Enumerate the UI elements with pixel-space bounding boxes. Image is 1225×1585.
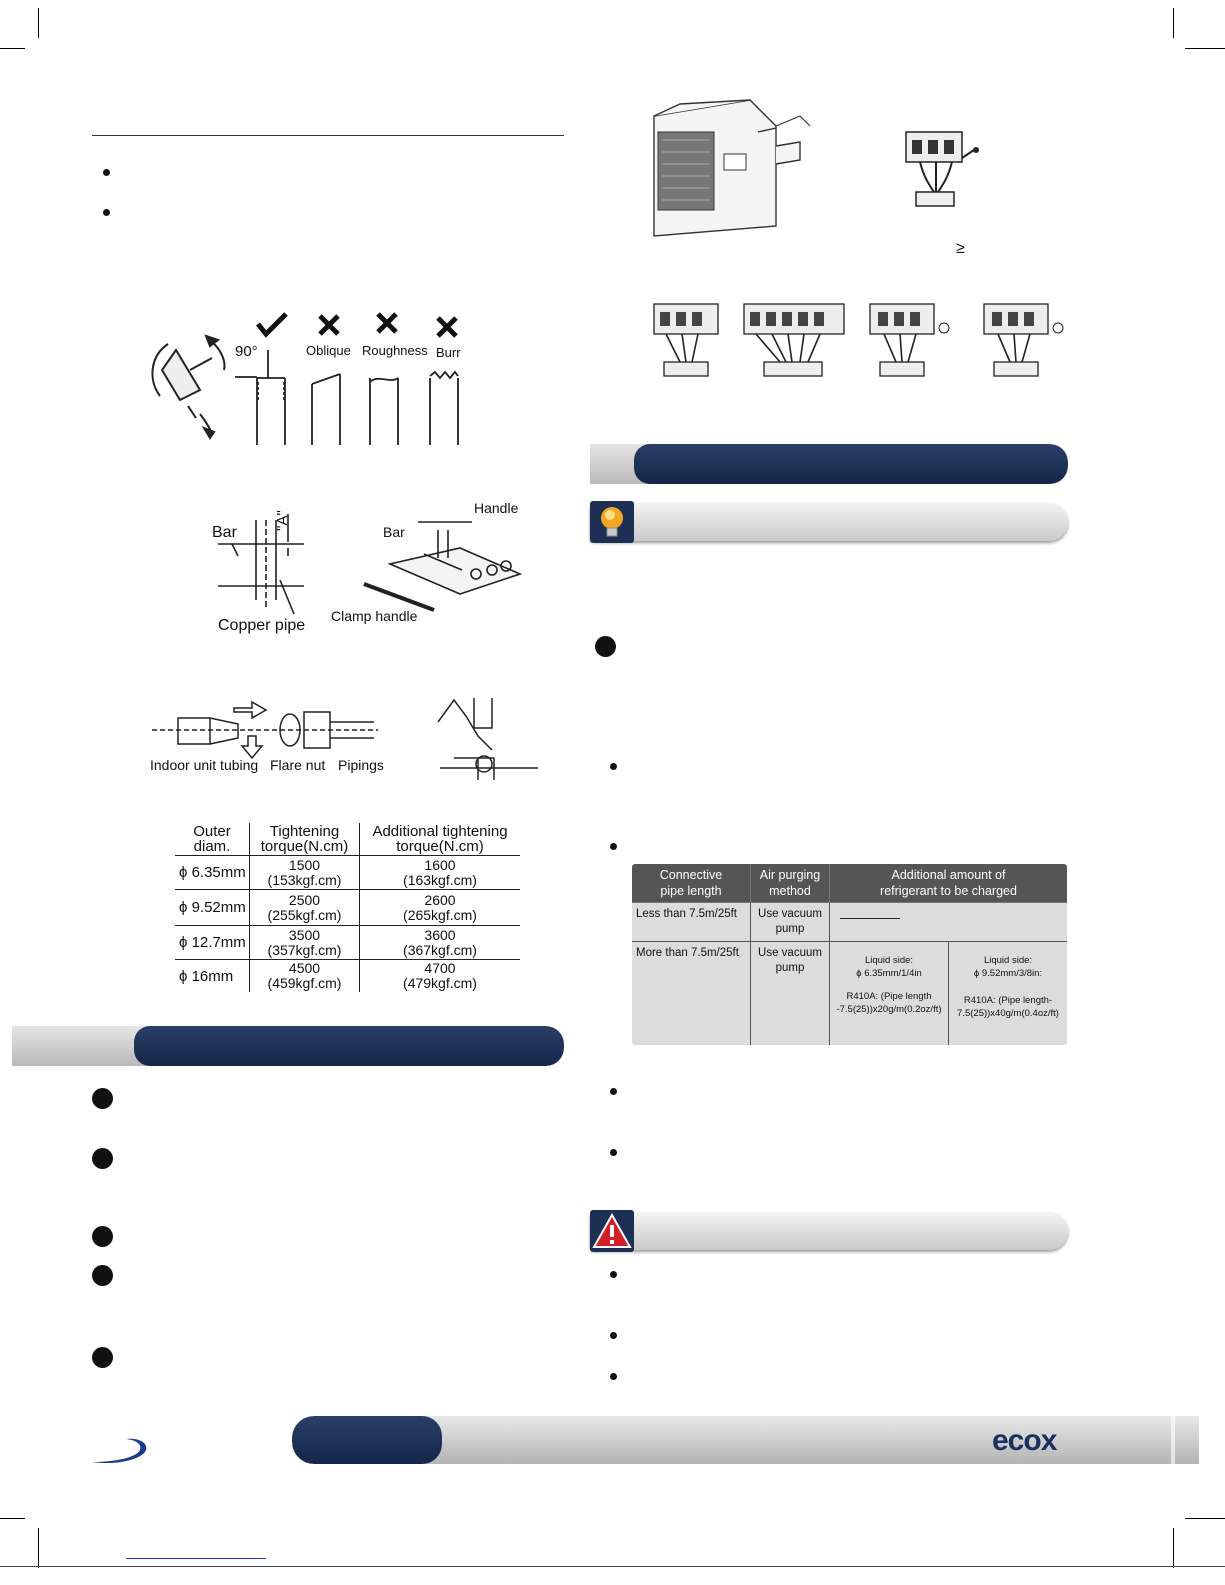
section-header-bar <box>590 444 1068 484</box>
handle-label: Handle <box>474 500 519 516</box>
numbered-bullet <box>595 636 616 657</box>
note-bar <box>590 503 1068 541</box>
pipe-connection-figure <box>148 688 548 788</box>
crop-mark <box>1185 48 1225 49</box>
bullet <box>610 1149 617 1156</box>
bar-label: Bar <box>212 524 237 541</box>
blank-underline <box>840 907 900 919</box>
bar-label-2: Bar <box>383 524 405 540</box>
diam-cell: ϕ 9.52mm <box>175 890 250 926</box>
crop-mark <box>1173 8 1174 38</box>
outdoor-unit-figure <box>640 96 820 246</box>
pipe-length-cell: More than 7.5m/25ft <box>632 942 751 1046</box>
wiring-diagrams-figure <box>650 300 1070 382</box>
bullet <box>610 1373 617 1380</box>
numbered-bullet <box>92 1148 113 1169</box>
indoor-tubing-label: Indoor unit tubing <box>150 757 259 773</box>
angle-label: 90° <box>235 343 258 360</box>
table-row <box>632 942 1068 1046</box>
dim-a-label: "A" <box>273 510 291 531</box>
copper-pipe-label: Copper pipe <box>218 617 306 634</box>
header-air-purging: Air purging method <box>751 864 830 903</box>
oblique-label: Oblique <box>306 343 351 358</box>
roughness-label: Roughness <box>362 343 428 358</box>
crop-mark <box>1185 1518 1225 1519</box>
header-additional: Additional tightening torque(N.cm) <box>360 823 521 856</box>
crop-mark <box>38 8 39 38</box>
footer-swoosh-icon <box>88 1436 154 1466</box>
flare-nut-label: Flare nut <box>270 757 326 773</box>
ge-symbol: ≥ <box>956 240 965 257</box>
bullet <box>610 763 617 770</box>
warning-icon-box <box>590 1210 634 1252</box>
bullet <box>610 1088 617 1095</box>
numbered-bullet <box>92 1226 113 1247</box>
torque-cell: 3500 (357kgf.cm) <box>250 926 360 960</box>
crop-mark <box>0 1518 25 1519</box>
bullet <box>610 1271 617 1278</box>
method-cell: Use vacuum pump <box>751 942 830 1046</box>
crop-line <box>0 1566 1225 1567</box>
torque-cell: 4500 (459kgf.cm) <box>250 960 360 993</box>
warning-triangle-icon <box>590 1210 634 1252</box>
header-additional-refrigerant: Additional amount of refrigerant to be charged <box>830 864 1068 903</box>
torque-cell: 1500 (153kgf.cm) <box>250 856 360 890</box>
pipings-label: Pipings <box>338 757 384 773</box>
bullet <box>103 169 110 176</box>
terminal-block-figure <box>900 128 990 214</box>
header-tightening: Tightening torque(N.cm) <box>250 823 360 856</box>
crop-mark <box>0 48 25 49</box>
header-pipe-length: Connective pipe length <box>632 864 751 903</box>
torque-cell: 3600 (367kgf.cm) <box>360 926 521 960</box>
table-row <box>175 890 521 926</box>
footer-bar <box>292 1416 1199 1464</box>
numbered-bullet <box>92 1088 113 1109</box>
diam-cell: ϕ 12.7mm <box>175 926 250 960</box>
crop-mark <box>1173 1528 1174 1568</box>
clamp-handle-label: Clamp handle <box>331 608 418 624</box>
liquid-side-b-cell: Liquid side: ϕ 9.52mm/3/8in: R410A: (Pipe length- 7.5(25))x40g/m(0.4oz/ft) <box>949 942 1068 1046</box>
header-outer-diam: Outer diam. <box>175 823 250 856</box>
pipe-length-cell: Less than 7.5m/25ft <box>632 903 751 942</box>
torque-cell: 2600 (265kgf.cm) <box>360 890 521 926</box>
liquid-side-a-cell: Liquid side: ϕ 6.35mm/1/4in R410A: (Pipe length -7.5(25))x20g/m(0.2oz/ft) <box>830 942 949 1046</box>
bullet <box>610 843 617 850</box>
amount-cell <box>830 903 1068 942</box>
diam-cell: ϕ 6.35mm <box>175 856 250 890</box>
torque-table <box>174 822 521 993</box>
section-header-bar <box>12 1026 564 1066</box>
table-row <box>175 856 521 890</box>
section-rule <box>92 135 564 136</box>
lightbulb-icon <box>590 501 634 543</box>
method-cell: Use vacuum pump <box>751 903 830 942</box>
tip-icon-box <box>590 501 634 543</box>
torque-cell: 1600 (163kgf.cm) <box>360 856 521 890</box>
torque-cell: 4700 (479kgf.cm) <box>360 960 521 993</box>
bullet <box>610 1332 617 1339</box>
numbered-bullet <box>92 1347 113 1368</box>
bullet <box>103 209 110 216</box>
warning-bar <box>590 1212 1068 1250</box>
refrigerant-charge-table <box>631 863 1068 1046</box>
table-row <box>175 926 521 960</box>
numbered-bullet <box>92 1265 113 1286</box>
brand-logo: ecox <box>992 1424 1057 1457</box>
crop-mark <box>38 1528 39 1568</box>
link-underline <box>126 1558 266 1559</box>
pipe-cutting-figure <box>140 310 480 450</box>
table-row <box>175 960 521 993</box>
torque-cell: 2500 (255kgf.cm) <box>250 890 360 926</box>
diam-cell: ϕ 16mm <box>175 960 250 993</box>
burr-label: Burr <box>436 345 461 360</box>
table-row <box>632 903 1068 942</box>
